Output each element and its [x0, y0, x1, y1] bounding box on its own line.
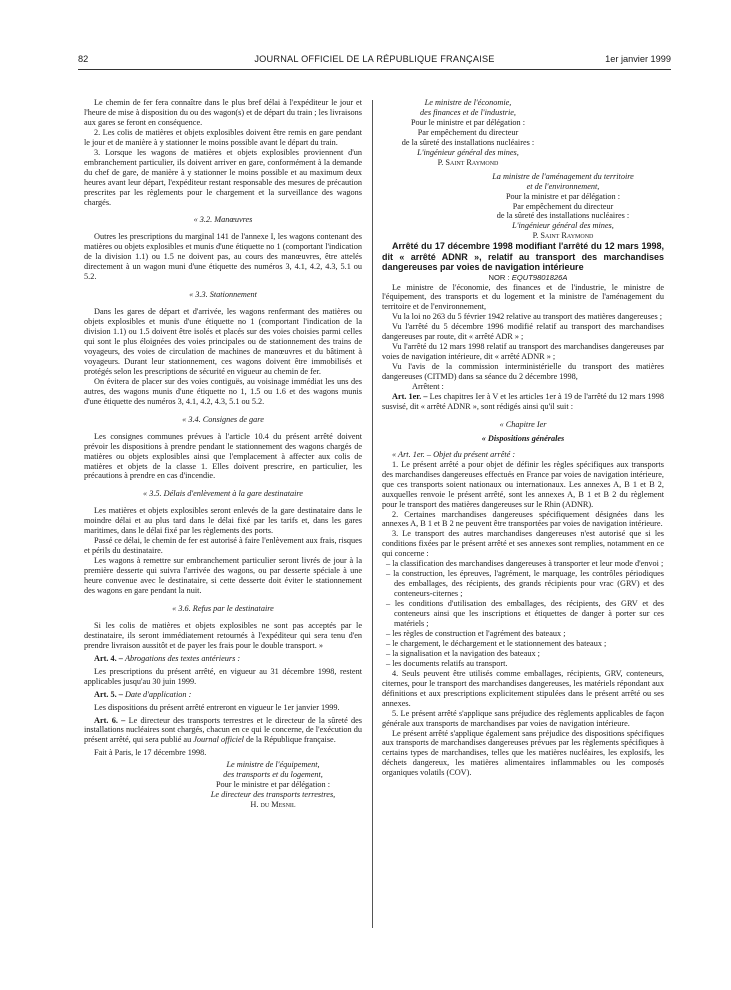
article-text-end: de la République française. — [243, 735, 336, 745]
nor-reference — [382, 273, 664, 283]
delegation-line: de la sûreté des installations nucléaires : — [496, 211, 630, 221]
journal-title: JOURNAL OFFICIEL DE LA RÉPUBLIQUE FRANÇAISE — [254, 54, 495, 64]
article-title: Date d'application : — [124, 689, 192, 699]
paragraph: 1. Le présent arrêté a pour objet de définir les règles spécifiques aux transports des marchandises dangereuses effectués en France par voies de navigation intérieure, que ces transports soient nationaux ou internationaux. Les annexes A, B 1 et B 2, auxquelles renvoie le présent arrêté, sont les annexes A, B 1 et B 2 du règlement pour le transport des matières dangereuses sur le Rhin (ADNR). — [382, 459, 664, 509]
signature-block-economy — [382, 98, 544, 168]
list-item: – la classification des marchandises dangereuses à transporter et leur mode d'envoi ; — [386, 559, 664, 569]
signatory-name: H. du Mesnil — [250, 800, 296, 810]
paragraph: Dans les gares de départ et d'arrivée, les wagons renfermant des matières ou objets explosibles et munis d'une étiquette no 1 (comportant l'indication de la division 1.1) ou 1.5 doivent être isolés et placés sur des voies choisies parmi celles qui sont le plus éloignées des voies principales ou de stationnement des trains de voyageurs, des voies de circulation de machines de manœuvres et du bâtiment à voyageurs. Durant leur stationnement, ces wagons doivent être immobilisés et protégés selon les prescriptions de sécurité en vigueur au chemin de fer. — [84, 307, 362, 376]
delegation-line: de la sûreté des installations nucléaires : — [401, 137, 535, 147]
section-heading: « 3.2. Manœuvres — [193, 215, 253, 225]
article-label: Art. 1er. – — [392, 392, 428, 401]
article-label: Art. 6. – — [94, 715, 126, 725]
paragraph: Vu l'arrêté du 5 décembre 1996 modifié relatif au transport des marchandises dangereuses par route, dit « arrêté ADR » ; — [382, 322, 664, 342]
signatory-title: Le ministre de l'économie, — [424, 98, 512, 107]
article-1 — [382, 392, 664, 412]
section-heading: « 3.4. Consignes de gare — [182, 414, 264, 424]
paragraph: Les matières et objets explosibles seront enlevés de la gare destinataire dans le moindre délai et au plus tard dans le délai fixé par les tarifs et, dans les gares maritimes, dans le délai fixé par les règlements des ports. — [84, 506, 362, 536]
paragraph: Les consignes communes prévues à l'article 10.4 du présent arrêté doivent prévoir les dispositions à prendre pendant le stationnement des wagons chargés de matières ou objets explosibles ainsi que l'emplacement à affecter aux colis de matières et objets de la classe 1. Elles doivent prescrire, en particulier, les précautions à prendre en cas d'incendie. — [84, 431, 362, 481]
header-rule — [78, 69, 671, 70]
section-heading: « 3.3. Stationnement — [189, 290, 257, 300]
delegation-line: Pour le ministre et par délégation : — [215, 780, 331, 790]
paragraph: 2. Certaines marchandises dangereuses spécifiquement désignées dans les annexes A, B 1 et B 2 ne peuvent être transportées par voies de navigation intérieure. — [382, 509, 664, 529]
arretent: Arrêtent : — [412, 382, 444, 392]
delegation-line: Par empêchement du directeur — [512, 201, 614, 211]
issue-date: 1er janvier 1999 — [605, 54, 671, 64]
signatory-title: L'ingénieur général des mines, — [417, 147, 519, 157]
paragraph: Le ministre de l'économie, des finances et de l'industrie, le ministre de l'équipement, des transports et du logement et la ministre de l'aménagement du territoire et de l'environnement, — [382, 282, 664, 312]
chapter-subheading: « Dispositions générales — [481, 433, 565, 443]
paragraph: Passé ce délai, le chemin de fer est autorisé à faire l'enlèvement aux frais, risques et périls du destinataire. — [84, 536, 362, 556]
chapter-heading: « Chapitre Ier — [499, 419, 547, 429]
paragraph: Outres les prescriptions du marginal 141 de l'annexe I, les wagons contenant des matières ou objets explosibles et munis d'une étiquette no 1 (comportant l'indication de la division 1.1) ou 1.5 ne doivent pas, au cours des manœuvres, être attelés directement à un wagon muni d'une étiquette des numéros 3, 4.1, 4.2, 4.3, 5.1 ou 5.2. — [84, 232, 362, 282]
signatory-title: des finances et de l'industrie, — [420, 107, 516, 117]
delegation-line: Pour la ministre et par délégation : — [505, 191, 621, 201]
paragraph: Vu l'arrêté du 12 mars 1998 relatif au transport des marchandises dangereuses par voies de navigation intérieure, dit « arrêté ADNR » ; — [382, 342, 664, 362]
article-text: Le directeur des transports terrestres et le directeur de la sûreté des installations nucléaires sont chargés, chacun en ce qui le concerne, de l'exécution du présent arrêté, qui sera publié au — [84, 715, 363, 745]
list-item: – la construction, les épreuves, l'agrément, le marquage, les contrôles périodiques des emballages, des récipients, des grands récipients pour vrac (GRV) et des conteneurs-citernes ; — [386, 569, 664, 599]
signatory-title: Le directeur des transports terrestres, — [210, 790, 336, 800]
page-header — [78, 54, 671, 68]
paragraph: Les dispositions du présent arrêté entreront en vigueur le 1er janvier 1999. — [94, 702, 340, 712]
requirements-list — [382, 559, 664, 668]
paragraph: Le chemin de fer fera connaître dans le plus bref délai à l'expéditeur le jour et l'heure de mise à disposition du ou des wagon(s) et de départ du train ; les livraisons aux gares se feront en conséquence. — [84, 98, 362, 127]
list-item: – le chargement, le déchargement et le stationnement des bateaux ; — [386, 638, 607, 648]
journal-name: Journal officiel — [193, 735, 244, 745]
article-5 — [84, 690, 362, 700]
paragraph: 3. Lorsque les wagons de matières et objets explosibles proviennent d'un embranchement particulier, ils doivent arriver en gare, conformément à la demande du chef de gare, de manière à y stationner le moins possible et au maximum deux heures avant leur départ, l'expéditeur restant responsable des mesures de précaution prescrites par les règlements pour le chargement et la surveillance des wagons chargés. — [84, 147, 362, 207]
paragraph: 3. Le transport des autres marchandises dangereuses n'est autorisé que si les conditions fixées par le présent arrêté et ses annexes sont remplies, notamment en ce qui concerne : — [382, 529, 664, 559]
paragraph: Vu la loi no 263 du 5 février 1942 relative au transport des matières dangereuses ; — [392, 312, 663, 322]
signatory-name: P. Saint Raymond — [437, 157, 499, 167]
column-divider — [372, 100, 373, 928]
paragraph: 4. Seuls peuvent être utilisés comme emballages, récipients, GRV, conteneurs, citernes, pour le transport des marchandises dangereuses, les matériels répondant aux définitions et aux prescriptions explicitement stipulées dans le présent arrêté ou ses annexes. — [382, 668, 664, 708]
paragraph: Vu l'avis de la commission interministérielle du transport des matières dangereuses (CITMD) dans sa séance du 2 décembre 1998, — [382, 362, 664, 382]
paragraph: Le présent arrêté s'applique également sans préjudice des dispositions spécifiques aux transports de marchandises dangereuses prévues par les règlements spécifiques à certains types de marchandises, telles que les matières nucléaires, les explosifs, les déchets dangereux, les matières alimentaires inflammables ou les composés organiques volatils (COV). — [382, 728, 664, 778]
paragraph: Les prescriptions du présent arrêté, en vigueur au 31 décembre 1998, restent applicables jusqu'au 30 juin 1999. — [84, 666, 362, 686]
article-text: Les chapitres Ier à V et les articles 1er à 19 de l'arrêté du 12 mars 1998 susvisé, dit « arrêté ADNR », sont rédigés ainsi qu'il suit : — [382, 392, 664, 411]
article-4 — [84, 654, 362, 664]
signatory-title: des transports et du logement, — [223, 770, 323, 780]
right-column — [382, 98, 664, 778]
article-6 — [84, 716, 362, 746]
left-column — [84, 98, 362, 810]
article-label: Art. 4. – — [94, 653, 123, 663]
delegation-line: Pour le ministre et par délégation : — [410, 117, 526, 127]
paragraph: Si les colis de matières et objets explosibles ne sont pas acceptés par le destinataire, ils seront immédiatement retournés à l'expéditeur qui sera tenu d'en prendre livraison aussitôt et de payer les frais pour le double transport. » — [84, 620, 362, 650]
paragraph: Les wagons à remettre sur embranchement particulier seront livrés de jour à la première desserte qui suivra l'arrivée des wagons, ou par desserte spéciale à une heure convenue avec le destinataire, si cette desserte doit éviter le stationnement des wagons en gare pendant la nuit. — [84, 556, 362, 595]
signatory-title: et de l'environnement, — [526, 181, 600, 191]
list-item: – les documents relatifs au transport. — [386, 658, 508, 668]
decree-title: Arrêté du 17 décembre 1998 modifiant l'arrêté du 12 mars 1998, dit « arrêté ADNR », relatif au transport des marchandises dangereuses par voies de navigation intérieure — [382, 241, 664, 273]
signatory-title: La ministre de l'aménagement du territoire — [492, 171, 634, 181]
list-item: – la signalisation et la navigation des bateaux ; — [386, 648, 540, 658]
signing-place-date: Fait à Paris, le 17 décembre 1998. — [94, 748, 207, 758]
nor-label: NOR : — [488, 272, 510, 282]
article-heading: « Art. 1er. – Objet du présent arrêté : — [392, 449, 516, 459]
signatory-title: L'ingénieur général des mines, — [512, 221, 614, 231]
signatory-name: P. Saint Raymond — [532, 231, 594, 241]
article-title: Abrogations des textes antérieurs : — [124, 653, 241, 663]
delegation-line: Par empêchement du directeur — [417, 127, 519, 137]
section-heading: « 3.6. Refus par le destinataire — [172, 603, 274, 613]
paragraph: 2. Les colis de matières et objets explosibles doivent être remis en gare pendant le jour et de manière à y stationner le moins possible avant le départ du train. — [84, 127, 362, 147]
paragraph: 5. Le présent arrêté s'applique sans préjudice des règlements applicables de façon générale aux transports de marchandises par voies de navigation intérieure. — [382, 708, 664, 728]
article-label: Art. 5. – — [94, 689, 123, 699]
signature-block — [174, 760, 362, 810]
page-number: 82 — [78, 54, 89, 64]
list-item: – les règles de construction et l'agrément des bateaux ; — [386, 628, 566, 638]
signature-block-environment — [452, 172, 664, 242]
paragraph: On évitera de placer sur des voies contiguës, au voisinage immédiat les uns des autres, des wagons munis d'une étiquette no 1, 1.5 ou 1.6 et des wagons munis d'une étiquette des numéros 3, 4.1, 4.2, 4.3, 5.1 ou 5.2. — [84, 376, 362, 406]
section-heading: « 3.5. Délais d'enlèvement à la gare destinataire — [143, 489, 303, 499]
signatory-title: Le ministre de l'équipement, — [226, 760, 320, 770]
nor-code: EQUT9801826A — [511, 272, 568, 282]
list-item: – les conditions d'utilisation des emballages, des récipients, des GRV et des conteneurs ainsi que les inscriptions et étiquettes de danger à porter sur ces matériels ; — [386, 599, 664, 629]
